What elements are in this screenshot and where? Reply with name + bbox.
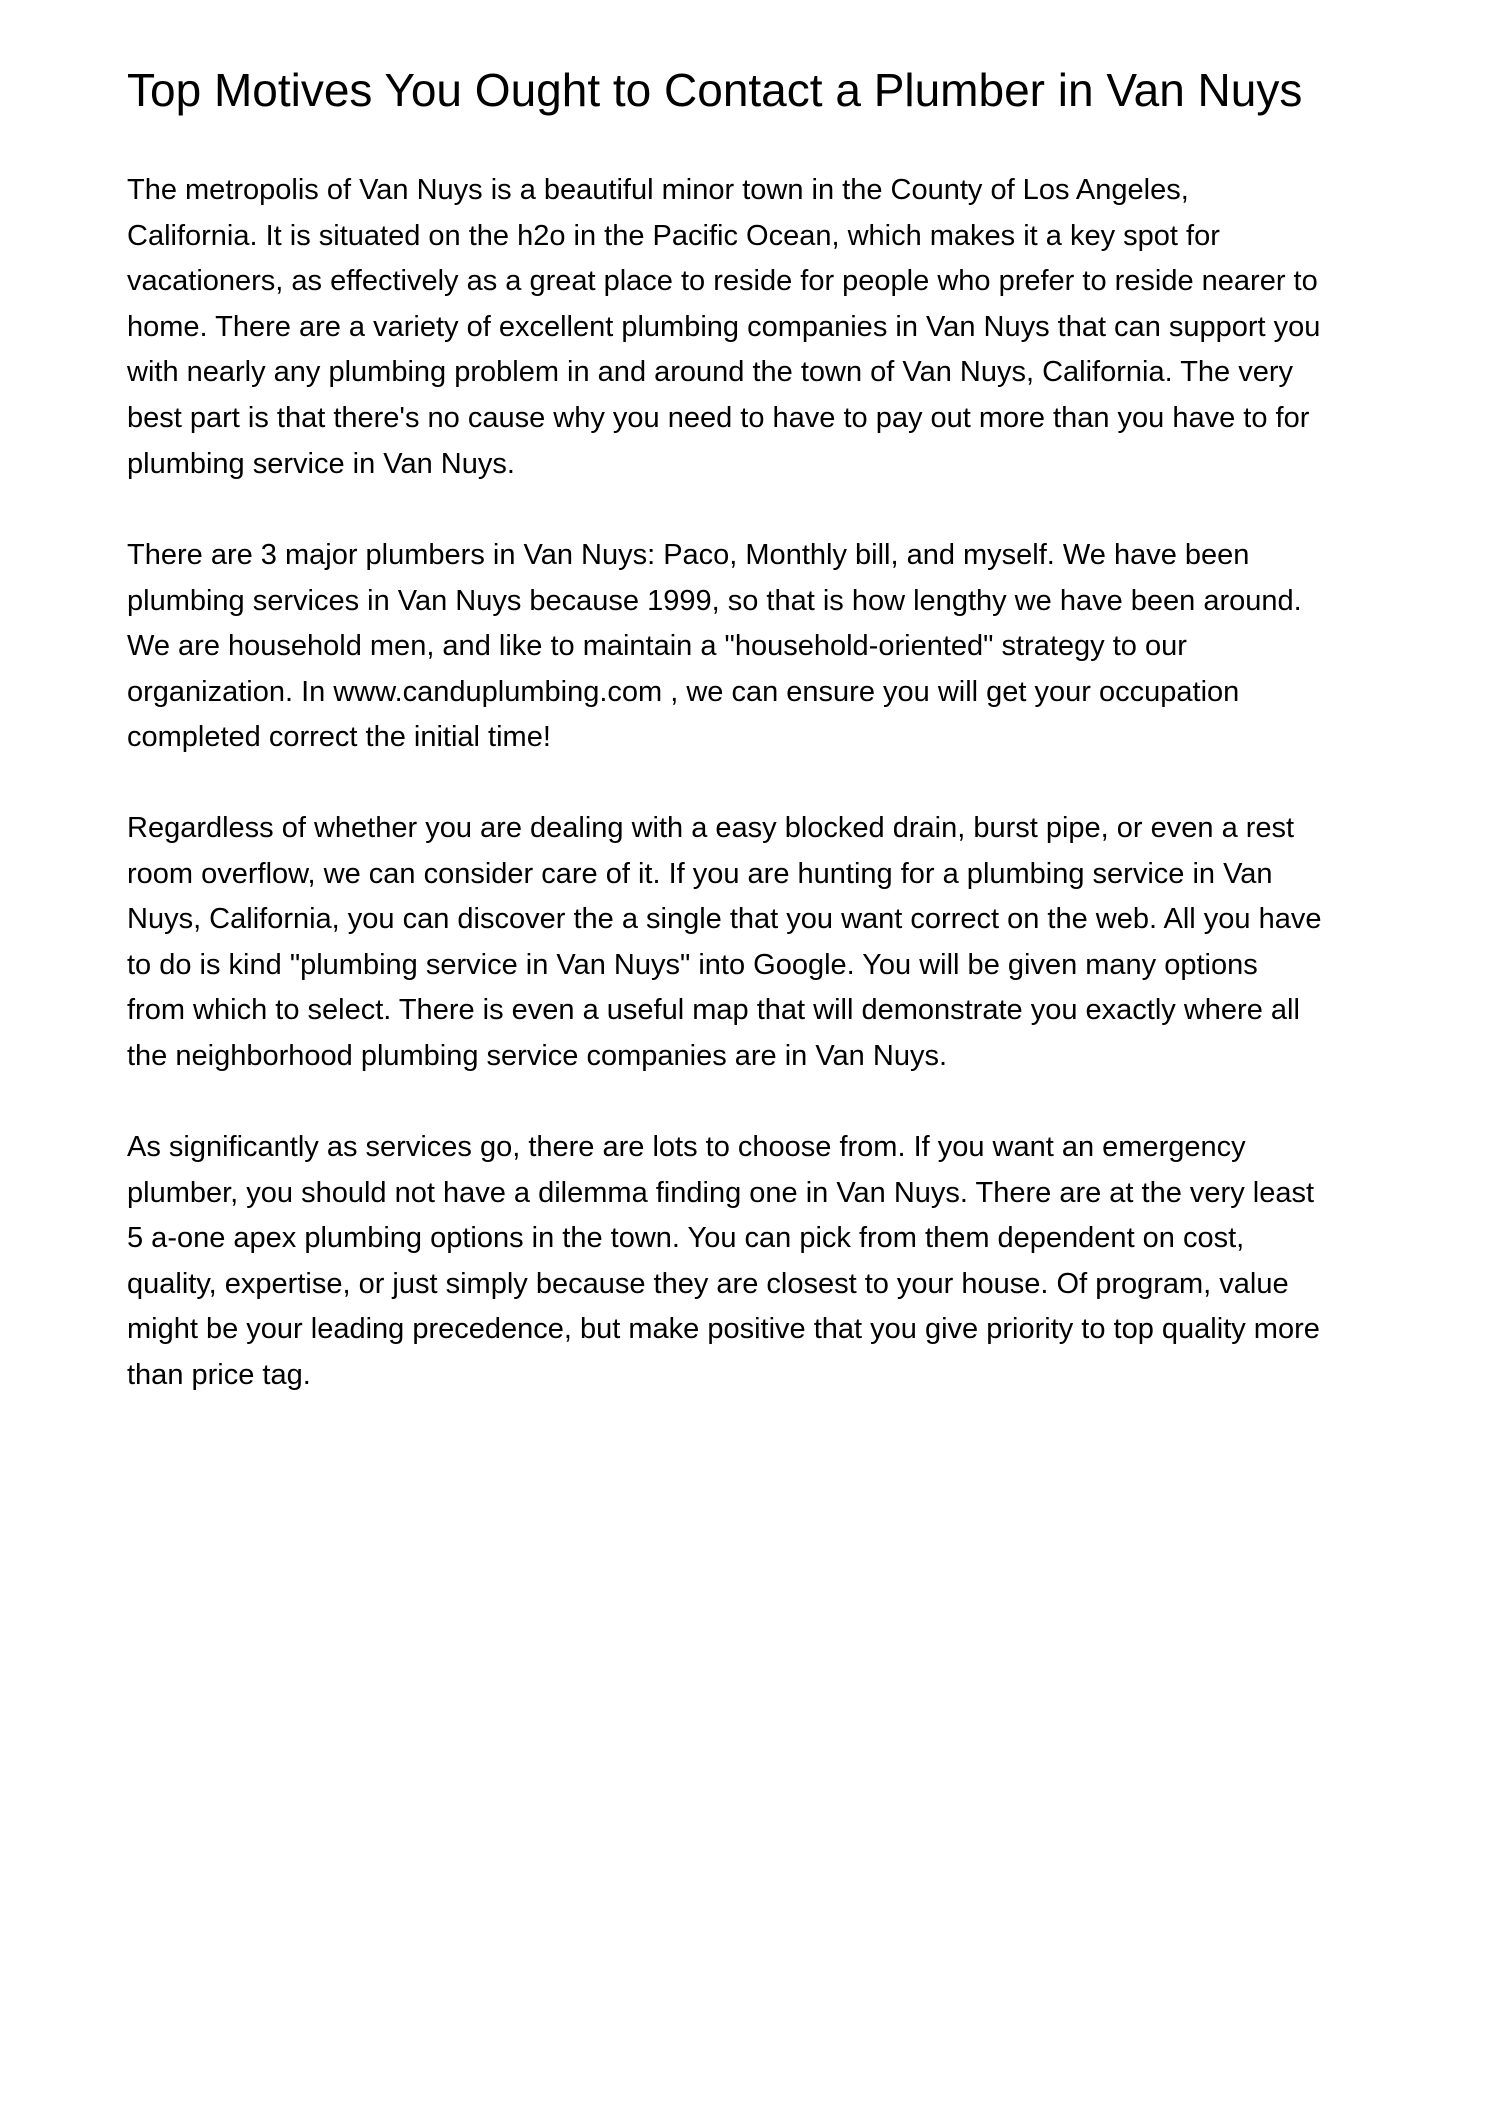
- paragraph-line: best part is that there's no cause why you need to have to pay out more than you have to for: [127, 401, 1310, 434]
- paragraph-line: with nearly any plumbing problem in and around the town of Van Nuys, California. The very: [127, 356, 1294, 389]
- paragraph-line: than price tag.: [127, 1358, 311, 1391]
- paragraph-services: [127, 806, 1387, 1080]
- paragraph-line: plumbing service in Van Nuys.: [127, 447, 515, 480]
- paragraph-line: completed correct the initial time!: [127, 721, 551, 754]
- paragraph-line: As significantly as services go, there are lots to choose from. If you want an emergency: [127, 1131, 1246, 1163]
- paragraph-line: room overflow, we can consider care of it. If you are hunting for a plumbing service in Van: [127, 857, 1273, 890]
- paragraph-intro: [127, 168, 1387, 487]
- paragraph-line: the neighborhood plumbing service companies are in Van Nuys.: [127, 1039, 948, 1072]
- paragraph-line: plumber, you should not have a dilemma finding one in Van Nuys. There are at the very least: [127, 1176, 1315, 1209]
- paragraph-line: organization. In www.canduplumbing.com , we can ensure you will get your occupation: [127, 675, 1240, 708]
- page-title: Top Motives You Ought to Contact a Plumber in Van Nuys: [127, 64, 1303, 116]
- paragraph-line: vacationers, as effectively as a great place to reside for people who prefer to reside nearer to: [127, 265, 1318, 298]
- paragraph-options: [127, 1125, 1387, 1399]
- paragraph-line: might be your leading precedence, but make positive that you give priority to top quality more: [127, 1313, 1320, 1346]
- paragraph-line: plumbing services in Van Nuys because 1999, so that is how lengthy we have been around.: [127, 584, 1302, 617]
- paragraph-line: Regardless of whether you are dealing with a easy blocked drain, burst pipe, or even a rest: [127, 812, 1295, 844]
- paragraph-line: We are household men, and like to maintain a "household-oriented" strategy to our: [127, 630, 1187, 663]
- paragraph-line: Nuys, California, you can discover the a single that you want correct on the web. All you have: [127, 903, 1322, 936]
- paragraph-line: 5 a-one apex plumbing options in the town. You can pick from them dependent on cost,: [127, 1222, 1245, 1255]
- paragraph-plumbers: [127, 533, 1387, 761]
- paragraph-line: to do is kind "plumbing service in Van Nuys" into Google. You will be given many options: [127, 948, 1258, 981]
- paragraph-line: California. It is situated on the h2o in the Pacific Ocean, which makes it a key spot for: [127, 219, 1220, 252]
- paragraph-line: There are 3 major plumbers in Van Nuys: Paco, Monthly bill, and myself. We have been: [127, 539, 1250, 571]
- paragraph-line: from which to select. There is even a useful map that will demonstrate you exactly where all: [127, 994, 1300, 1027]
- paragraph-line: quality, expertise, or just simply because they are closest to your house. Of program, value: [127, 1267, 1289, 1300]
- paragraph-line: home. There are a variety of excellent plumbing companies in Van Nuys that can support you: [127, 310, 1321, 343]
- paragraph-line: The metropolis of Van Nuys is a beautiful minor town in the County of Los Angeles,: [127, 174, 1189, 206]
